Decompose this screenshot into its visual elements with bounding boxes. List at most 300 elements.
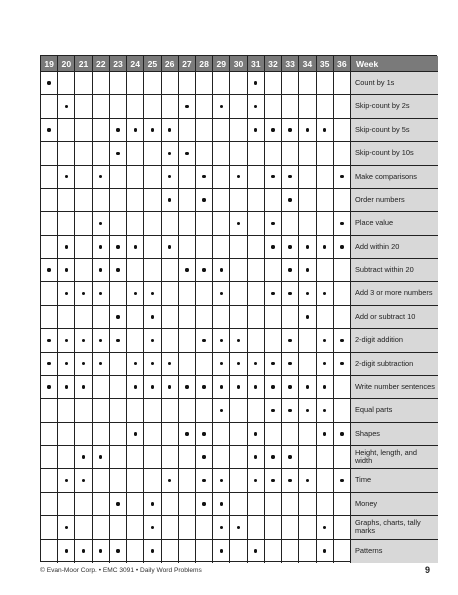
- grid-cell: [317, 259, 334, 282]
- bullet-dot: [151, 128, 154, 131]
- grid-cell: [265, 259, 282, 282]
- grid-cell: [317, 306, 334, 329]
- grid-cell: [110, 95, 127, 118]
- grid-cell: [317, 399, 334, 422]
- grid-cell: [196, 95, 213, 118]
- grid-cell: [144, 446, 161, 469]
- grid-cell: [127, 142, 144, 165]
- grid-cell: [144, 399, 161, 422]
- grid-cell: [213, 353, 230, 376]
- grid-cell: [144, 212, 161, 235]
- grid-cell: [282, 329, 299, 352]
- grid-cell: [144, 142, 161, 165]
- grid-cell: [196, 423, 213, 446]
- grid-cell: [196, 376, 213, 399]
- grid-cell: [75, 516, 92, 539]
- bullet-dot: [340, 432, 343, 435]
- grid-cell: [41, 423, 58, 446]
- skill-label: Count by 1s: [351, 72, 438, 95]
- grid-cell: [58, 540, 75, 563]
- grid-cell: [213, 540, 230, 563]
- grid-cell: [75, 469, 92, 492]
- grid-cell: [282, 446, 299, 469]
- grid-cell: [230, 95, 247, 118]
- grid-cell: [196, 236, 213, 259]
- bullet-dot: [254, 455, 257, 458]
- grid-cell: [179, 516, 196, 539]
- grid-cell: [144, 306, 161, 329]
- grid-cell: [299, 540, 316, 563]
- grid-cell: [93, 329, 110, 352]
- grid-cell: [230, 189, 247, 212]
- skills-week-table: [40, 55, 437, 562]
- grid-cell: [299, 329, 316, 352]
- bullet-dot: [202, 175, 205, 178]
- grid-cell: [75, 72, 92, 95]
- bullet-dot: [306, 409, 309, 412]
- grid-cell: [282, 282, 299, 305]
- grid-cell: [299, 72, 316, 95]
- grid-cell: [334, 469, 351, 492]
- grid-cell: [144, 516, 161, 539]
- grid-cell: [317, 212, 334, 235]
- grid-cell: [213, 166, 230, 189]
- bullet-dot: [116, 128, 119, 131]
- grid-cell: [110, 119, 127, 142]
- grid-cell: [41, 166, 58, 189]
- grid-cell: [93, 142, 110, 165]
- grid-cell: [58, 282, 75, 305]
- grid-cell: [162, 212, 179, 235]
- bullet-dot: [220, 409, 223, 412]
- grid-cell: [41, 353, 58, 376]
- grid-cell: [127, 516, 144, 539]
- bullet-dot: [306, 479, 309, 482]
- grid-cell: [196, 516, 213, 539]
- bullet-dot: [202, 455, 205, 458]
- grid-cell: [230, 469, 247, 492]
- bullet-dot: [134, 245, 137, 248]
- grid-cell: [334, 376, 351, 399]
- grid-cell: [334, 493, 351, 516]
- grid-cell: [317, 493, 334, 516]
- grid-cell: [196, 306, 213, 329]
- grid-cell: [127, 236, 144, 259]
- grid-cell: [230, 376, 247, 399]
- grid-cell: [230, 329, 247, 352]
- grid-cell: [196, 446, 213, 469]
- bullet-dot: [220, 292, 223, 295]
- grid-cell: [93, 282, 110, 305]
- grid-cell: [110, 189, 127, 212]
- grid-cell: [93, 376, 110, 399]
- grid-cell: [299, 95, 316, 118]
- bullet-dot: [65, 385, 68, 388]
- grid-cell: [179, 282, 196, 305]
- grid-cell: [127, 329, 144, 352]
- grid-cell: [75, 376, 92, 399]
- grid-cell: [41, 469, 58, 492]
- grid-cell: [334, 189, 351, 212]
- grid-cell: [334, 119, 351, 142]
- grid-cell: [58, 446, 75, 469]
- bullet-dot: [99, 175, 102, 178]
- bullet-dot: [237, 175, 240, 178]
- skill-label: Time: [351, 469, 438, 492]
- grid-cell: [162, 399, 179, 422]
- grid-cell: [196, 353, 213, 376]
- grid-cell: [299, 399, 316, 422]
- grid-cell: [213, 236, 230, 259]
- bullet-dot: [237, 222, 240, 225]
- grid-cell: [334, 306, 351, 329]
- grid-cell: [179, 306, 196, 329]
- grid-cell: [299, 259, 316, 282]
- grid-cell: [265, 423, 282, 446]
- week-header-32: 32: [265, 56, 282, 72]
- grid-cell: [110, 493, 127, 516]
- grid-cell: [282, 306, 299, 329]
- grid-cell: [213, 189, 230, 212]
- grid-cell: [93, 189, 110, 212]
- bullet-dot: [47, 385, 50, 388]
- grid-cell: [144, 189, 161, 212]
- grid-cell: [41, 516, 58, 539]
- grid-cell: [196, 329, 213, 352]
- skill-label: Write number sentences: [351, 376, 438, 399]
- grid-cell: [127, 469, 144, 492]
- bullet-dot: [151, 292, 154, 295]
- grid-cell: [75, 142, 92, 165]
- grid-cell: [75, 189, 92, 212]
- grid-cell: [162, 119, 179, 142]
- grid-cell: [127, 376, 144, 399]
- grid-cell: [41, 376, 58, 399]
- grid-cell: [282, 189, 299, 212]
- bullet-dot: [288, 198, 291, 201]
- grid-cell: [58, 399, 75, 422]
- grid-cell: [317, 329, 334, 352]
- grid-cell: [213, 119, 230, 142]
- grid-cell: [213, 516, 230, 539]
- bullet-dot: [220, 526, 223, 529]
- bullet-dot: [254, 81, 257, 84]
- grid-cell: [93, 119, 110, 142]
- grid-cell: [162, 166, 179, 189]
- skill-label: Graphs, charts, tally marks: [351, 516, 438, 539]
- grid-cell: [317, 119, 334, 142]
- bullet-dot: [202, 268, 205, 271]
- grid-cell: [58, 259, 75, 282]
- grid-cell: [265, 329, 282, 352]
- grid-cell: [127, 399, 144, 422]
- skill-label: Shapes: [351, 423, 438, 446]
- grid-cell: [265, 306, 282, 329]
- grid-cell: [179, 189, 196, 212]
- bullet-dot: [323, 292, 326, 295]
- grid-cell: [179, 142, 196, 165]
- grid-cell: [58, 166, 75, 189]
- page-number: 9: [425, 565, 431, 575]
- bullet-dot: [306, 268, 309, 271]
- grid-cell: [334, 353, 351, 376]
- grid-cell: [317, 516, 334, 539]
- grid-cell: [110, 540, 127, 563]
- grid-cell: [334, 329, 351, 352]
- grid-cell: [265, 212, 282, 235]
- grid-cell: [110, 259, 127, 282]
- grid-cell: [75, 282, 92, 305]
- grid-cell: [41, 95, 58, 118]
- grid-cell: [265, 72, 282, 95]
- grid-cell: [196, 259, 213, 282]
- week-header-20: 20: [58, 56, 75, 72]
- grid-cell: [127, 540, 144, 563]
- grid-cell: [299, 353, 316, 376]
- grid-cell: [179, 166, 196, 189]
- grid-cell: [213, 469, 230, 492]
- week-header-21: 21: [75, 56, 92, 72]
- grid-cell: [127, 119, 144, 142]
- grid-cell: [265, 189, 282, 212]
- grid-cell: [299, 212, 316, 235]
- grid-cell: [110, 142, 127, 165]
- bullet-dot: [288, 479, 291, 482]
- grid-cell: [75, 493, 92, 516]
- grid-cell: [299, 282, 316, 305]
- bullet-dot: [134, 432, 137, 435]
- bullet-dot: [202, 339, 205, 342]
- bullet-dot: [65, 362, 68, 365]
- grid-cell: [265, 353, 282, 376]
- grid-cell: [317, 95, 334, 118]
- grid-cell: [41, 446, 58, 469]
- bullet-dot: [151, 502, 154, 505]
- bullet-dot: [134, 292, 137, 295]
- bullet-dot: [220, 502, 223, 505]
- grid-cell: [93, 516, 110, 539]
- week-header-31: 31: [248, 56, 265, 72]
- grid-cell: [75, 329, 92, 352]
- grid-cell: [299, 166, 316, 189]
- grid-cell: [179, 353, 196, 376]
- bullet-dot: [323, 362, 326, 365]
- grid-cell: [248, 259, 265, 282]
- grid-cell: [162, 353, 179, 376]
- grid-cell: [41, 282, 58, 305]
- grid-cell: [248, 166, 265, 189]
- grid-cell: [127, 282, 144, 305]
- grid-cell: [58, 353, 75, 376]
- bullet-dot: [323, 339, 326, 342]
- bullet-dot: [116, 245, 119, 248]
- grid-cell: [248, 446, 265, 469]
- grid-cell: [58, 376, 75, 399]
- grid-cell: [41, 212, 58, 235]
- grid-cell: [230, 212, 247, 235]
- grid-cell: [265, 540, 282, 563]
- skill-label: Skip-count by 5s: [351, 119, 438, 142]
- grid-cell: [75, 259, 92, 282]
- skill-label: Money: [351, 493, 438, 516]
- bullet-dot: [116, 315, 119, 318]
- grid-cell: [93, 236, 110, 259]
- grid-cell: [110, 446, 127, 469]
- grid-cell: [282, 423, 299, 446]
- grid-cell: [179, 72, 196, 95]
- bullet-dot: [288, 362, 291, 365]
- bullet-dot: [288, 339, 291, 342]
- week-header-23: 23: [110, 56, 127, 72]
- grid-cell: [162, 493, 179, 516]
- grid-cell: [230, 166, 247, 189]
- bullet-dot: [168, 479, 171, 482]
- bullet-dot: [65, 479, 68, 482]
- grid-cell: [196, 212, 213, 235]
- grid-cell: [127, 493, 144, 516]
- grid-cell: [196, 282, 213, 305]
- week-column-header: Week: [351, 56, 438, 72]
- grid-cell: [41, 493, 58, 516]
- grid-cell: [248, 376, 265, 399]
- bullet-dot: [306, 385, 309, 388]
- bullet-dot: [202, 385, 205, 388]
- bullet-dot: [82, 339, 85, 342]
- grid-cell: [265, 95, 282, 118]
- grid-cell: [144, 119, 161, 142]
- grid-cell: [196, 189, 213, 212]
- grid-cell: [265, 142, 282, 165]
- bullet-dot: [202, 479, 205, 482]
- grid-cell: [334, 516, 351, 539]
- grid-cell: [299, 446, 316, 469]
- grid-cell: [179, 446, 196, 469]
- grid-cell: [334, 282, 351, 305]
- bullet-dot: [82, 549, 85, 552]
- grid-cell: [93, 423, 110, 446]
- grid-cell: [334, 446, 351, 469]
- grid-cell: [93, 72, 110, 95]
- bullet-dot: [65, 268, 68, 271]
- grid-cell: [317, 469, 334, 492]
- grid-cell: [213, 282, 230, 305]
- grid-cell: [282, 376, 299, 399]
- grid-cell: [93, 540, 110, 563]
- grid-cell: [58, 423, 75, 446]
- grid-cell: [41, 236, 58, 259]
- grid-cell: [265, 376, 282, 399]
- skill-label: Height, length, and width: [351, 446, 438, 469]
- bullet-dot: [185, 432, 188, 435]
- bullet-dot: [168, 128, 171, 131]
- grid-cell: [317, 166, 334, 189]
- grid-cell: [110, 399, 127, 422]
- grid-cell: [127, 446, 144, 469]
- grid-cell: [58, 72, 75, 95]
- grid-cell: [265, 119, 282, 142]
- bullet-dot: [99, 245, 102, 248]
- grid-cell: [317, 446, 334, 469]
- grid-cell: [248, 189, 265, 212]
- bullet-dot: [237, 526, 240, 529]
- grid-cell: [334, 142, 351, 165]
- bullet-dot: [288, 268, 291, 271]
- bullet-dot: [323, 432, 326, 435]
- bullet-dot: [82, 362, 85, 365]
- grid-cell: [317, 423, 334, 446]
- grid-cell: [144, 95, 161, 118]
- grid-cell: [282, 259, 299, 282]
- grid-cell: [162, 95, 179, 118]
- grid-cell: [213, 329, 230, 352]
- grid-cell: [282, 166, 299, 189]
- week-header-36: 36: [334, 56, 351, 72]
- bullet-dot: [185, 152, 188, 155]
- week-header-26: 26: [162, 56, 179, 72]
- bullet-dot: [82, 385, 85, 388]
- grid-cell: [162, 376, 179, 399]
- grid-cell: [127, 353, 144, 376]
- grid-cell: [282, 540, 299, 563]
- grid-cell: [248, 282, 265, 305]
- grid-cell: [179, 259, 196, 282]
- bullet-dot: [47, 128, 50, 131]
- grid-cell: [299, 236, 316, 259]
- skill-label: Order numbers: [351, 189, 438, 212]
- bullet-dot: [65, 526, 68, 529]
- grid-cell: [317, 540, 334, 563]
- grid-cell: [248, 306, 265, 329]
- grid-cell: [127, 166, 144, 189]
- skill-label: 2-digit subtraction: [351, 353, 438, 376]
- bullet-dot: [151, 526, 154, 529]
- week-header-29: 29: [213, 56, 230, 72]
- grid-cell: [179, 236, 196, 259]
- grid-cell: [248, 493, 265, 516]
- grid-cell: [41, 259, 58, 282]
- grid-cell: [299, 142, 316, 165]
- week-header-19: 19: [41, 56, 58, 72]
- grid-cell: [334, 259, 351, 282]
- bullet-dot: [65, 245, 68, 248]
- skill-label: Patterns: [351, 540, 438, 563]
- grid-cell: [230, 282, 247, 305]
- week-header-27: 27: [179, 56, 196, 72]
- grid-cell: [282, 399, 299, 422]
- grid-cell: [162, 540, 179, 563]
- grid-cell: [213, 493, 230, 516]
- grid-cell: [144, 72, 161, 95]
- grid-cell: [58, 493, 75, 516]
- bullet-dot: [220, 549, 223, 552]
- grid-cell: [334, 72, 351, 95]
- grid-cell: [179, 329, 196, 352]
- grid-cell: [127, 259, 144, 282]
- grid-cell: [282, 95, 299, 118]
- bullet-dot: [99, 549, 102, 552]
- grid-cell: [144, 493, 161, 516]
- skill-label: Subtract within 20: [351, 259, 438, 282]
- grid-cell: [93, 469, 110, 492]
- grid-cell: [144, 469, 161, 492]
- bullet-dot: [65, 105, 68, 108]
- grid-cell: [334, 399, 351, 422]
- bullet-dot: [237, 385, 240, 388]
- bullet-dot: [185, 105, 188, 108]
- grid-cell: [265, 236, 282, 259]
- grid-cell: [317, 376, 334, 399]
- bullet-dot: [288, 245, 291, 248]
